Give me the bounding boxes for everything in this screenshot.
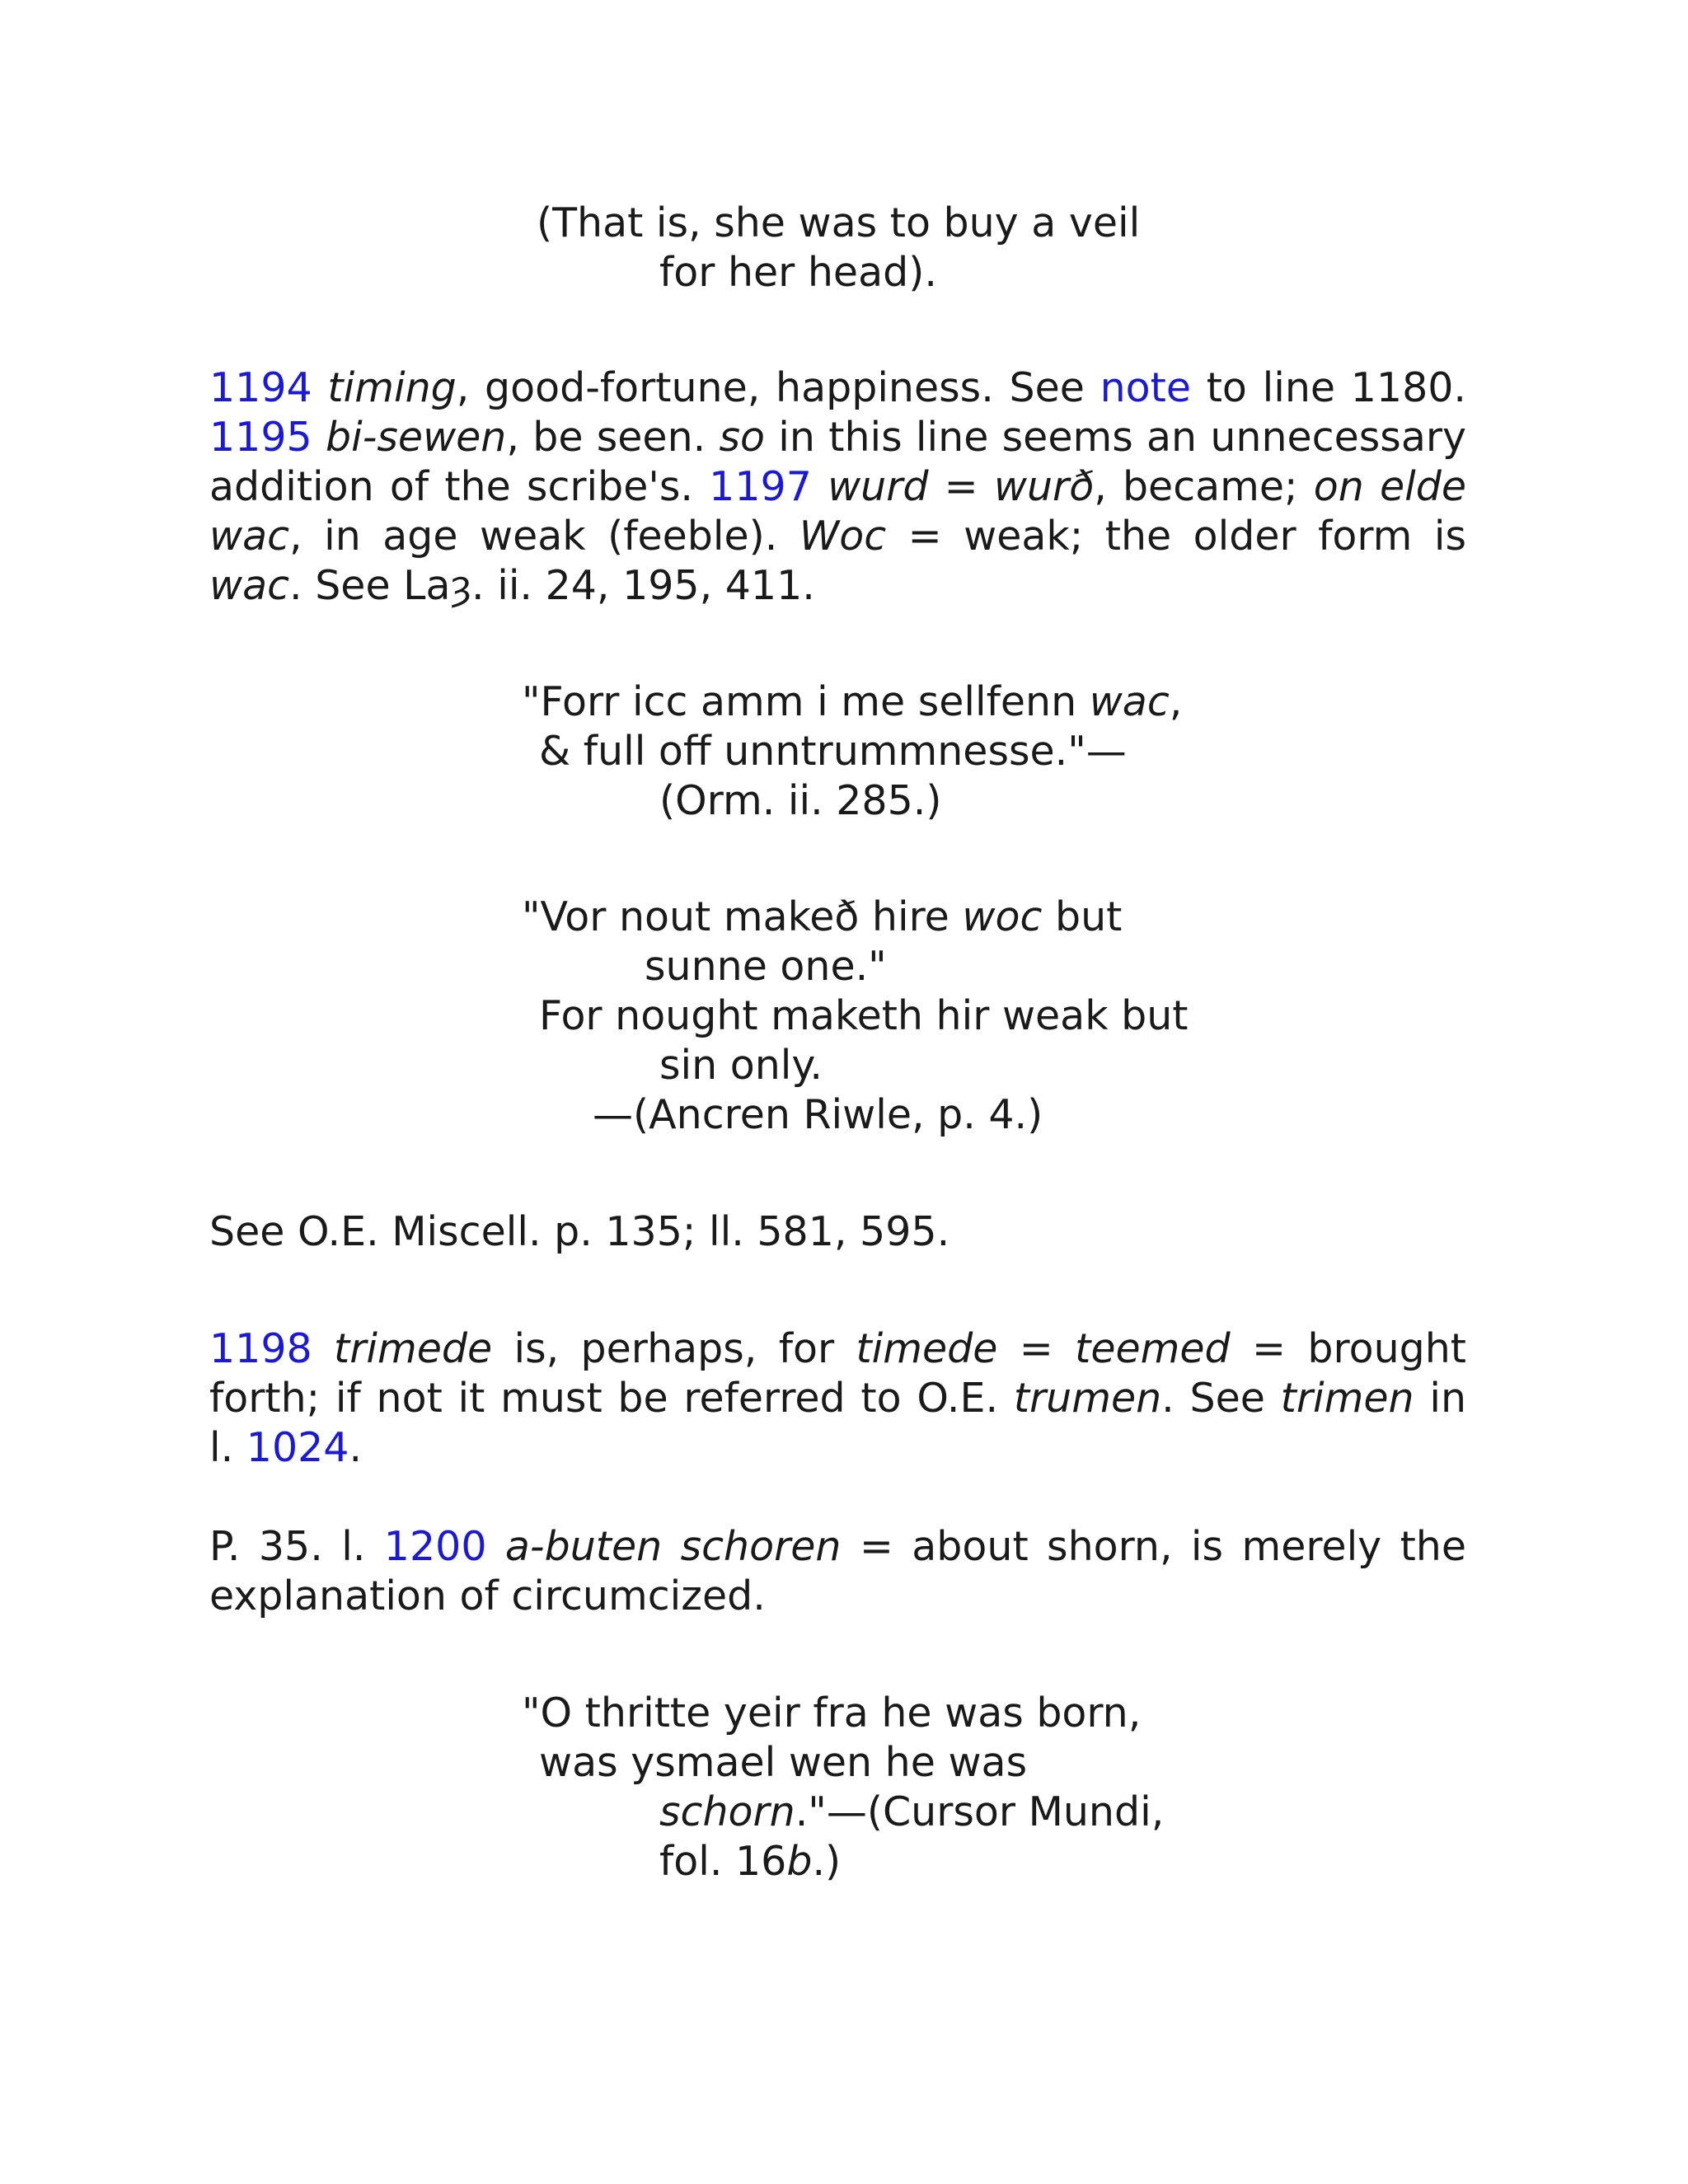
verse-text: "Forr icc amm i me sellfenn <box>522 678 1090 725</box>
headword: wurd <box>828 463 929 510</box>
verse-line <box>659 1788 1164 1837</box>
headword: trimen <box>1280 1375 1414 1422</box>
note-link[interactable]: note <box>1100 364 1191 411</box>
verse-line <box>645 942 887 991</box>
headword: Woc <box>799 513 887 560</box>
verse-text: , <box>1169 678 1183 725</box>
text: = brought forth; if not it must be referred to O.E. <box>209 1325 1466 1422</box>
verse-text: (That is, she was to buy a veil <box>537 199 1141 246</box>
text <box>312 364 328 411</box>
headword: wurð <box>993 463 1095 510</box>
verse-text: "O thritte yeir fra he was born, <box>522 1690 1142 1736</box>
line-ref-1198[interactable]: 1198 <box>209 1325 312 1372</box>
headword: trimede <box>334 1325 493 1372</box>
verse-text: .) <box>812 1838 842 1885</box>
line-ref-1195[interactable]: 1195 <box>209 414 312 461</box>
verse-line <box>537 199 1140 248</box>
headword: timing <box>327 364 457 411</box>
text: , became; <box>1094 463 1314 510</box>
text: , in age weak (feeble). <box>289 513 799 560</box>
verse-line <box>659 248 937 298</box>
verse-text: was ysmael wen he was <box>539 1739 1028 1786</box>
text <box>812 463 828 510</box>
verse-line <box>593 1090 1043 1140</box>
verse-text: & full off unntrummnesse."— <box>539 728 1127 775</box>
line-ref-1194[interactable]: 1194 <box>209 364 312 411</box>
verse-text: ."—(Cursor Mundi, <box>795 1788 1165 1835</box>
line-ref-1197[interactable]: 1197 <box>709 463 812 510</box>
headword: trumen <box>1013 1375 1162 1422</box>
verse-text: (Orm. ii. 285.) <box>659 777 942 824</box>
text: P. 35. l. <box>209 1523 384 1570</box>
text <box>312 1325 334 1372</box>
headword: timede <box>856 1325 998 1372</box>
note-paragraph-1194 <box>209 363 1466 611</box>
text: See O.E. Miscell. p. 135; ll. 581, 595. <box>209 1208 950 1255</box>
text: = about shorn, is merely the explanation of circumcized. <box>209 1523 1466 1619</box>
verse-line <box>539 991 1189 1041</box>
text: . <box>349 1424 363 1471</box>
verse-text: fol. 16 <box>659 1838 787 1885</box>
line-ref-1200[interactable]: 1200 <box>383 1523 487 1570</box>
verse-italic: b <box>786 1838 813 1885</box>
verse-text: sin only. <box>659 1042 823 1089</box>
verse-line <box>659 1837 841 1886</box>
verse-text: for her head). <box>659 249 937 296</box>
line-ref-1024[interactable]: 1024 <box>246 1424 349 1471</box>
text: , good-fortune, happiness. See <box>456 364 1100 411</box>
text: = <box>928 463 994 510</box>
headword: on elde wac <box>209 463 1467 560</box>
verse-text: For nought maketh hir weak but <box>539 992 1189 1039</box>
headword: wac <box>209 562 290 609</box>
text: in l. <box>209 1375 1467 1471</box>
note-paragraph-1198 <box>209 1324 1466 1473</box>
headword: so <box>719 414 765 461</box>
verse-line <box>522 1689 1141 1738</box>
verse-text: but <box>1042 893 1123 940</box>
verse-text: "Vor nout makeð hire <box>522 893 963 940</box>
verse-line <box>539 727 1127 776</box>
headword: bi-sewen <box>326 414 507 461</box>
verse-italic: wac <box>1089 678 1170 725</box>
verse-text: —(Ancren Riwle, p. 4.) <box>593 1091 1043 1138</box>
text: in this line seems an unnecessary addition of the scribe's. <box>209 414 1466 510</box>
see-line <box>209 1207 950 1257</box>
text: = <box>997 1325 1076 1372</box>
verse-text: sunne one." <box>645 943 887 990</box>
text: . See Laȝ. ii. 24, 195, 411. <box>289 562 815 609</box>
verse-line <box>659 776 941 826</box>
text: , be seen. <box>506 414 720 461</box>
text: is, perhaps, for <box>492 1325 856 1372</box>
text <box>312 414 326 461</box>
verse-line <box>659 1041 823 1090</box>
verse-line <box>522 893 1122 942</box>
verse-line <box>539 1738 1027 1788</box>
verse-italic: schorn <box>659 1788 795 1835</box>
note-paragraph-1200 <box>209 1522 1466 1621</box>
verse-line <box>522 677 1182 727</box>
text: = weak; the older form is <box>886 513 1467 560</box>
headword: a-buten schoren <box>504 1523 842 1570</box>
verse-italic: woc <box>962 893 1043 940</box>
text: to line 1180. <box>1190 364 1467 411</box>
headword: teemed <box>1075 1325 1231 1372</box>
text: . See <box>1161 1375 1281 1422</box>
text <box>487 1523 505 1570</box>
